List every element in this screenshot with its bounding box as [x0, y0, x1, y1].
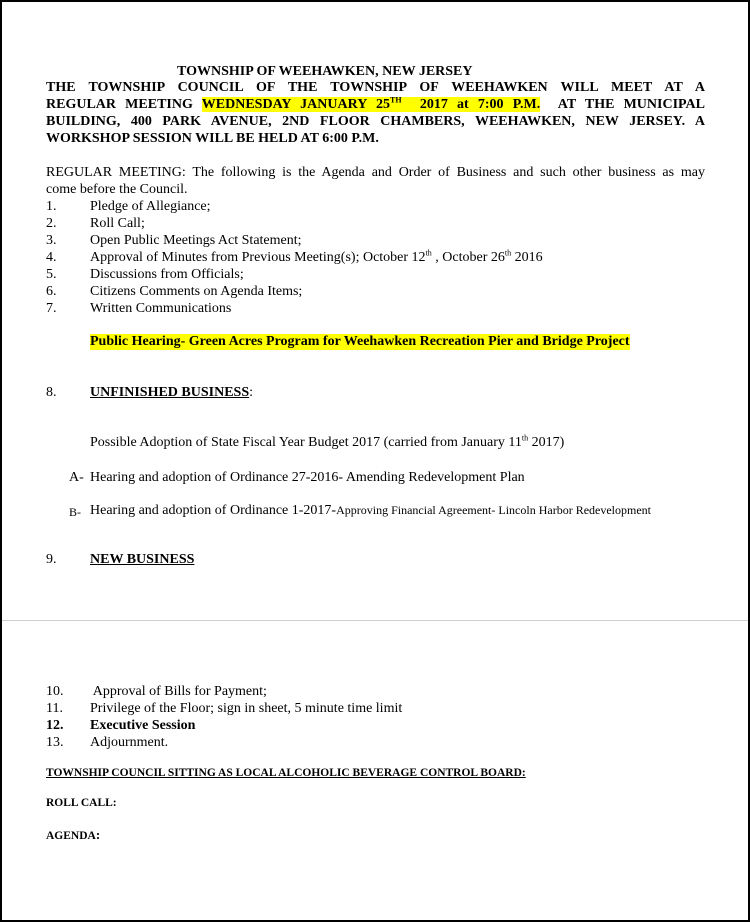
- abc-board-heading: TOWNSHIP COUNCIL SITTING AS LOCAL ALCOHOLIC BEVERAGE CONTROL BOARD:: [46, 767, 526, 779]
- agenda-label: [46, 827, 100, 843]
- meeting-time: 2017 at 7:00 P.M.: [401, 97, 541, 112]
- minutes-text-mid: , October 26: [431, 250, 505, 265]
- item-text: [90, 250, 543, 266]
- header-line-4: WORKSHOP SESSION WILL BE HELD AT 6:00 P.M.: [46, 131, 379, 146]
- meeting-date-highlight: [202, 97, 540, 112]
- intro-line-2: come before the Council.: [46, 182, 188, 197]
- budget-text-end: 2017): [528, 435, 565, 450]
- agenda-item: [2, 301, 742, 318]
- header-line-3: BUILDING, 400 PARK AVENUE, 2ND FLOOR CHAMBERS, WEEHAWKEN, NEW JERSEY. A: [46, 114, 705, 129]
- item-text: Roll Call;: [90, 216, 145, 231]
- page-break: [2, 620, 748, 621]
- ordinal-suffix: th: [425, 248, 432, 258]
- item-number: 2.: [46, 216, 57, 231]
- item-number: 4.: [46, 250, 57, 265]
- header-line-2-prefix: REGULAR MEETING: [46, 97, 202, 112]
- item-number: 1.: [46, 199, 57, 214]
- item-text: Written Communications: [90, 301, 232, 316]
- section-heading: [90, 385, 253, 401]
- header-line-2: [46, 97, 705, 113]
- item-number: 7.: [46, 301, 57, 316]
- meeting-date: WEDNESDAY JANUARY 25: [201, 97, 390, 112]
- document-title: TOWNSHIP OF WEEHAWKEN, NEW JERSEY: [177, 64, 473, 79]
- minutes-text: Approval of Minutes from Previous Meeting(s); October 12: [90, 250, 426, 265]
- item-letter: B-: [69, 505, 81, 519]
- agenda-item: [2, 284, 742, 301]
- section-colon: :: [249, 385, 253, 400]
- agenda-item: [2, 718, 742, 735]
- ordinance-item-a: [2, 470, 742, 487]
- budget-adoption-item: [90, 435, 564, 451]
- item-number: 5.: [46, 267, 57, 282]
- meeting-date-suffix: TH: [389, 95, 402, 105]
- ordinal-suffix: th: [504, 248, 512, 258]
- item-text: Citizens Comments on Agenda Items;: [90, 284, 303, 299]
- item-text: Hearing and adoption of Ordinance 27-2016- Amending Redevelopment Plan: [90, 470, 525, 485]
- section-label: NEW BUSINESS: [90, 552, 195, 567]
- item-letter: A-: [69, 470, 84, 485]
- header-line-1: THE TOWNSHIP COUNCIL OF THE TOWNSHIP OF WEEHAWKEN WILL MEET AT A: [46, 80, 705, 95]
- agenda-item: [2, 199, 742, 216]
- ordinance-title: Hearing and adoption of Ordinance 1-2017-: [90, 503, 337, 518]
- agenda-label-text: AGENDA: [46, 830, 96, 842]
- ordinance-item-b: [2, 503, 742, 520]
- agenda-item: [2, 701, 742, 718]
- item-text: Executive Session: [90, 718, 196, 733]
- item-text: Privilege of the Floor; sign in sheet, 5 minute time limit: [90, 701, 403, 716]
- public-hearing-notice: Public Hearing- Green Acres Program for Weehawken Recreation Pier and Bridge Project: [90, 334, 630, 349]
- agenda-item: [2, 267, 742, 284]
- header-line-2-suffix: AT THE MUNICIPAL: [540, 97, 706, 112]
- item-text: Pledge of Allegiance;: [90, 199, 211, 214]
- budget-text: Possible Adoption of State Fiscal Year Budget 2017 (carried from January 11: [90, 435, 522, 450]
- agenda-item: [2, 233, 742, 250]
- item-number: 3.: [46, 233, 57, 248]
- item-text: Open Public Meetings Act Statement;: [90, 233, 302, 248]
- section-label: UNFINISHED BUSINESS: [90, 385, 250, 400]
- minutes-text-end: 2016: [511, 250, 543, 265]
- agenda-item: [2, 216, 742, 233]
- section-new-business: [2, 552, 742, 569]
- section-number: 9.: [46, 552, 57, 567]
- section-number: 8.: [46, 385, 57, 400]
- agenda-item: [2, 250, 742, 267]
- item-number: 6.: [46, 284, 57, 299]
- item-text: [90, 503, 651, 519]
- item-text: Approval of Bills for Payment;: [90, 684, 267, 699]
- item-number: 10.: [46, 684, 64, 699]
- intro-line-1: REGULAR MEETING: The following is the Agenda and Order of Business and such other business as may: [46, 165, 705, 180]
- item-number: 13.: [46, 735, 64, 750]
- item-number: 12.: [46, 718, 64, 733]
- agenda-colon: :: [95, 827, 101, 842]
- agenda-item: [2, 684, 742, 701]
- ordinal-suffix: th: [521, 433, 529, 443]
- section-unfinished-business: [2, 385, 742, 402]
- ordinance-description: Approving Financial Agreement- Lincoln Harbor Redevelopment: [336, 503, 652, 517]
- item-text: Discussions from Officials;: [90, 267, 244, 282]
- item-number: 11.: [46, 701, 63, 716]
- item-text: Adjournment.: [90, 735, 169, 750]
- agenda-item: [2, 735, 742, 752]
- roll-call-label: ROLL CALL:: [46, 797, 117, 809]
